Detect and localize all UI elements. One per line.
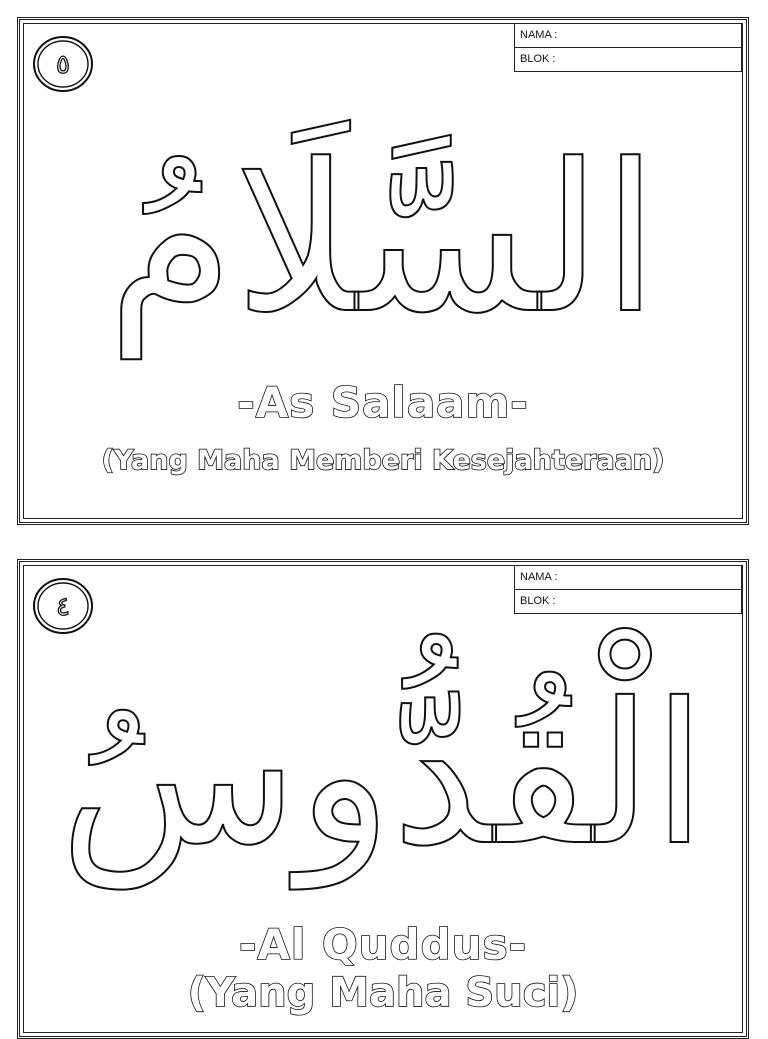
arabic-calligraphy xyxy=(20,20,746,380)
coloring-card-al-quddus xyxy=(17,559,749,1039)
block-field-label: BLOK : xyxy=(515,589,741,613)
name-field-label: NAMA : xyxy=(520,29,558,41)
arabic-name-text: السَّلَامُ xyxy=(107,121,659,359)
meaning-text: (Yang Maha Suci) xyxy=(187,970,579,1016)
arabic-name-text: الْقُدُّوسُ xyxy=(59,661,707,888)
number-badge-digit: ٥ xyxy=(56,50,70,80)
latin-name: -As Salaam- xyxy=(237,378,529,427)
latin-name: -Al Quddus- xyxy=(238,920,528,969)
name-field-label: NAMA : xyxy=(520,571,558,583)
number-badge-digit: ٤ xyxy=(56,592,70,622)
coloring-card-as-salaam xyxy=(17,17,749,525)
arabic-calligraphy xyxy=(20,562,746,912)
block-field-label: BLOK : xyxy=(515,47,741,71)
meaning-text: (Yang Maha Memberi Kesejahteraan) xyxy=(101,445,665,476)
